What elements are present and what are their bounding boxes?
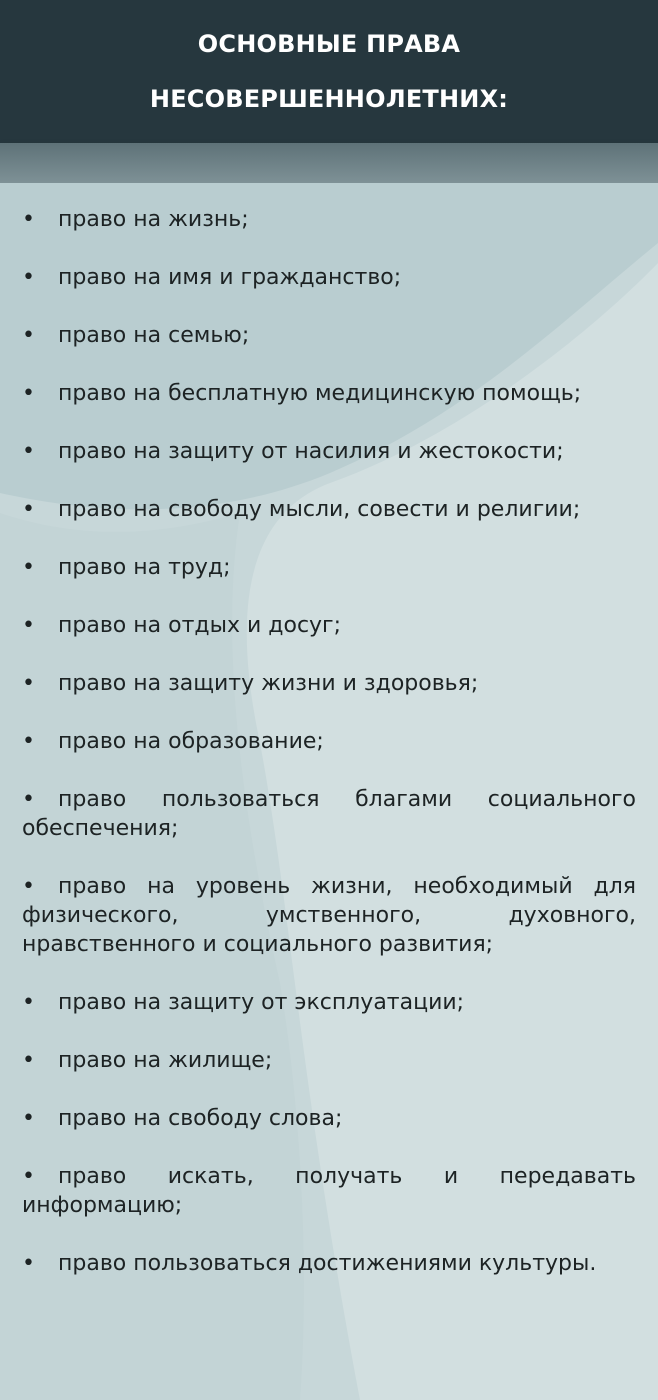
page-title-line-1: ОСНОВНЫЕ ПРАВА	[197, 29, 461, 58]
rights-list	[22, 193, 636, 1295]
bullet-icon: •	[22, 497, 35, 522]
list-item: • право на семью;	[22, 323, 250, 348]
bullet-icon: •	[22, 1048, 35, 1073]
list-item: • право на отдых и досуг;	[22, 613, 342, 638]
list-item: • право на образование;	[22, 729, 324, 754]
bullet-icon: •	[22, 207, 35, 232]
bullet-icon: •	[22, 729, 35, 754]
list-item: • право на защиту жизни и здоровья;	[22, 671, 479, 696]
header-shadow-band	[0, 143, 658, 183]
list-item: • право на свободу мысли, совести и религии;	[22, 497, 581, 522]
list-item: • право пользоваться благами социального обеспечения;	[22, 787, 636, 841]
bullet-icon: •	[22, 787, 35, 812]
list-item: • право на жилище;	[22, 1048, 273, 1073]
bullet-icon: •	[22, 439, 35, 464]
list-item: • право на имя и гражданство;	[22, 265, 402, 290]
bullet-icon: •	[22, 874, 35, 899]
list-item: • право на защиту от эксплуатации;	[22, 990, 465, 1015]
list-item: • право на уровень жизни, необходимый для физического, умственного, духовного, нравственного и социального развития;	[22, 874, 636, 957]
bullet-icon: •	[22, 1251, 35, 1276]
list-item: • право на свободу слова;	[22, 1106, 343, 1131]
list-item: • право на защиту от насилия и жестокости;	[22, 439, 564, 464]
bullet-icon: •	[22, 323, 35, 348]
bullet-icon: •	[22, 990, 35, 1015]
list-item: • право на труд;	[22, 555, 231, 580]
bullet-icon: •	[22, 555, 35, 580]
bullet-icon: •	[22, 1164, 35, 1189]
bullet-icon: •	[22, 265, 35, 290]
bullet-icon: •	[22, 613, 35, 638]
list-item: • право искать, получать и передавать информацию;	[22, 1164, 636, 1218]
bullet-icon: •	[22, 381, 35, 406]
page-header	[0, 0, 658, 143]
list-item: • право на бесплатную медицинскую помощь;	[22, 381, 582, 406]
bullet-icon: •	[22, 671, 35, 696]
page-title-line-2: НЕСОВЕРШЕННОЛЕТНИХ:	[149, 84, 509, 113]
list-item: • право пользоваться достижениями культуры.	[22, 1251, 597, 1276]
bullet-icon: •	[22, 1106, 35, 1131]
list-item: • право на жизнь;	[22, 207, 249, 232]
